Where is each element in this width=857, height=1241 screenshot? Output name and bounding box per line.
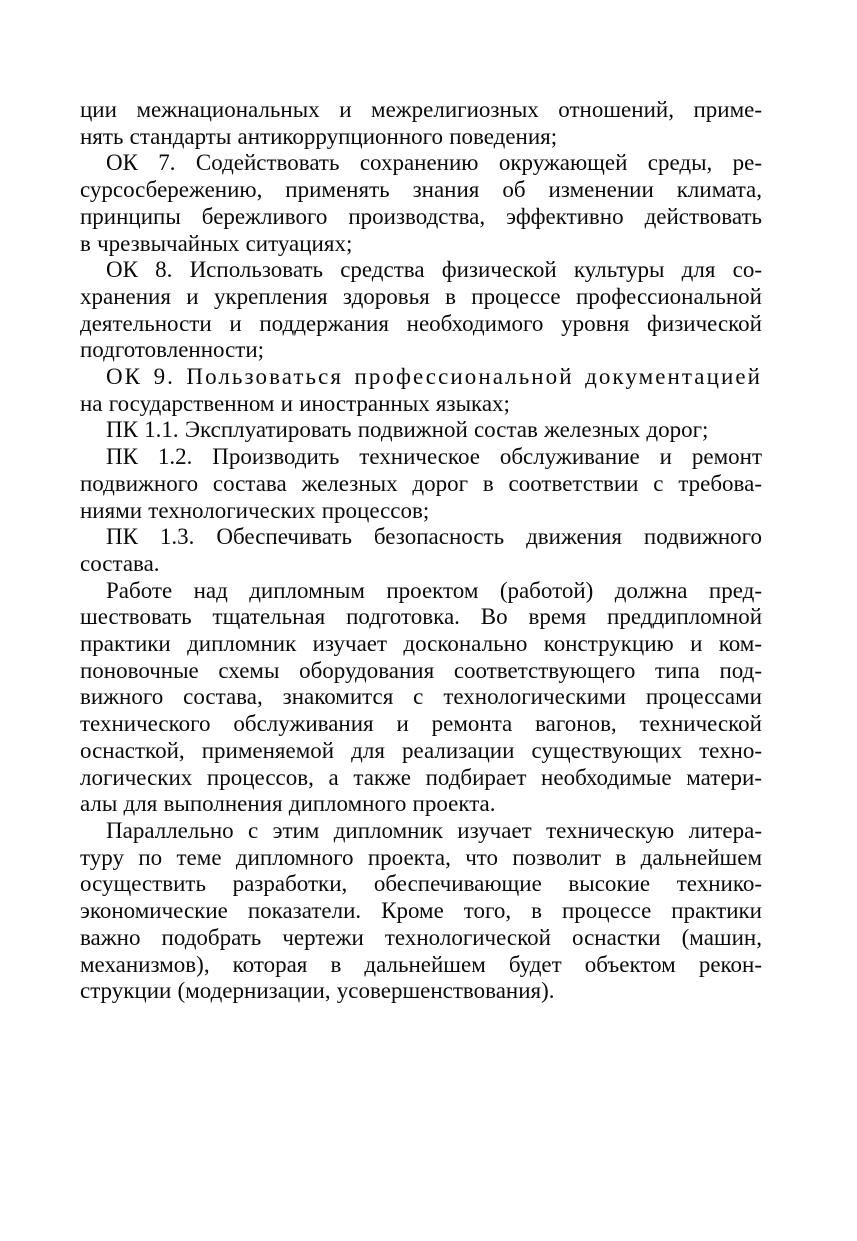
text-line: технического обслуживания и ремонта вагонов, технической — [80, 711, 762, 737]
text-line: важно подобрать чертежи технологической оснастки (машин, — [80, 924, 762, 950]
text-line: сурсосбережению, применять знания об изменении климата, — [80, 177, 762, 203]
paragraph — [80, 97, 762, 150]
paragraph — [80, 444, 762, 524]
text-line: экономические показатели. Кроме того, в процессе практики — [80, 898, 762, 924]
text-line: подвижного состава железных дорог в соответствии с требова- — [80, 470, 762, 496]
paragraph — [80, 417, 762, 444]
text-line: состава. — [80, 550, 160, 576]
text-line: ниями технологических процессов; — [80, 497, 430, 523]
text-line: ПК 1.2. Производить техническое обслуживание и ремонт — [106, 444, 762, 470]
text-line: Параллельно с этим дипломник изучает техническую литера- — [106, 817, 762, 843]
paragraph — [80, 818, 762, 1005]
text-line: оснасткой, применяемой для реализации существующих техно- — [80, 737, 762, 763]
text-line: подготовленности; — [80, 337, 265, 363]
text-line: ОК 9. Пользоваться профессиональной документацией — [106, 364, 762, 390]
text-line: деятельности и поддержания необходимого уровня физической — [80, 310, 762, 336]
text-line: вижного состава, знакомится с технологическими процессами — [80, 684, 762, 710]
text-line: поновочные схемы оборудования соответствующего типа под- — [80, 657, 762, 683]
text-line: механизмов), которая в дальнейшем будет объектом рекон- — [80, 951, 762, 977]
text-line: ОК 7. Содействовать сохранению окружающей среды, ре- — [106, 150, 762, 176]
text-line: струкции (модернизации, усовершенствования). — [80, 978, 555, 1004]
text-line: осуществить разработки, обеспечивающие высокие технико- — [80, 871, 762, 897]
paragraph — [80, 257, 762, 364]
text-line: хранения и укрепления здоровья в процессе профессиональной — [80, 283, 762, 309]
text-line: туру по теме дипломного проекта, что позволит в дальнейшем — [80, 844, 762, 870]
text-line: нять стандарты антикоррупционного поведения; — [80, 123, 558, 149]
text-line: ОК 8. Использовать средства физической культуры для со- — [106, 257, 762, 283]
text-line: логических процессов, а также подбирает необходимые матери- — [80, 764, 762, 790]
text-line: ции межнациональных и межрелигиозных отношений, приме- — [80, 97, 762, 122]
text-line: в чрезвычайных ситуациях; — [80, 230, 353, 256]
text-line: ПК 1.1. Эксплуатировать подвижной состав железных дорог; — [106, 417, 709, 443]
paragraph — [80, 364, 762, 417]
page-body-text — [80, 97, 762, 1005]
text-line: ПК 1.3. Обеспечивать безопасность движения подвижного — [106, 524, 762, 550]
text-line: шествовать тщательная подготовка. Во время преддипломной — [80, 604, 762, 630]
paragraph — [80, 150, 762, 257]
paragraph — [80, 524, 762, 577]
text-line: практики дипломник изучает досконально конструкцию и ком- — [80, 631, 762, 657]
text-line: принципы бережливого производства, эффективно действовать — [80, 203, 762, 229]
paragraph — [80, 578, 762, 818]
text-line: алы для выполнения дипломного проекта. — [80, 791, 496, 817]
text-line: на государственном и иностранных языках; — [80, 390, 510, 416]
text-line: Работе над дипломным проектом (работой) должна пред- — [106, 577, 762, 603]
